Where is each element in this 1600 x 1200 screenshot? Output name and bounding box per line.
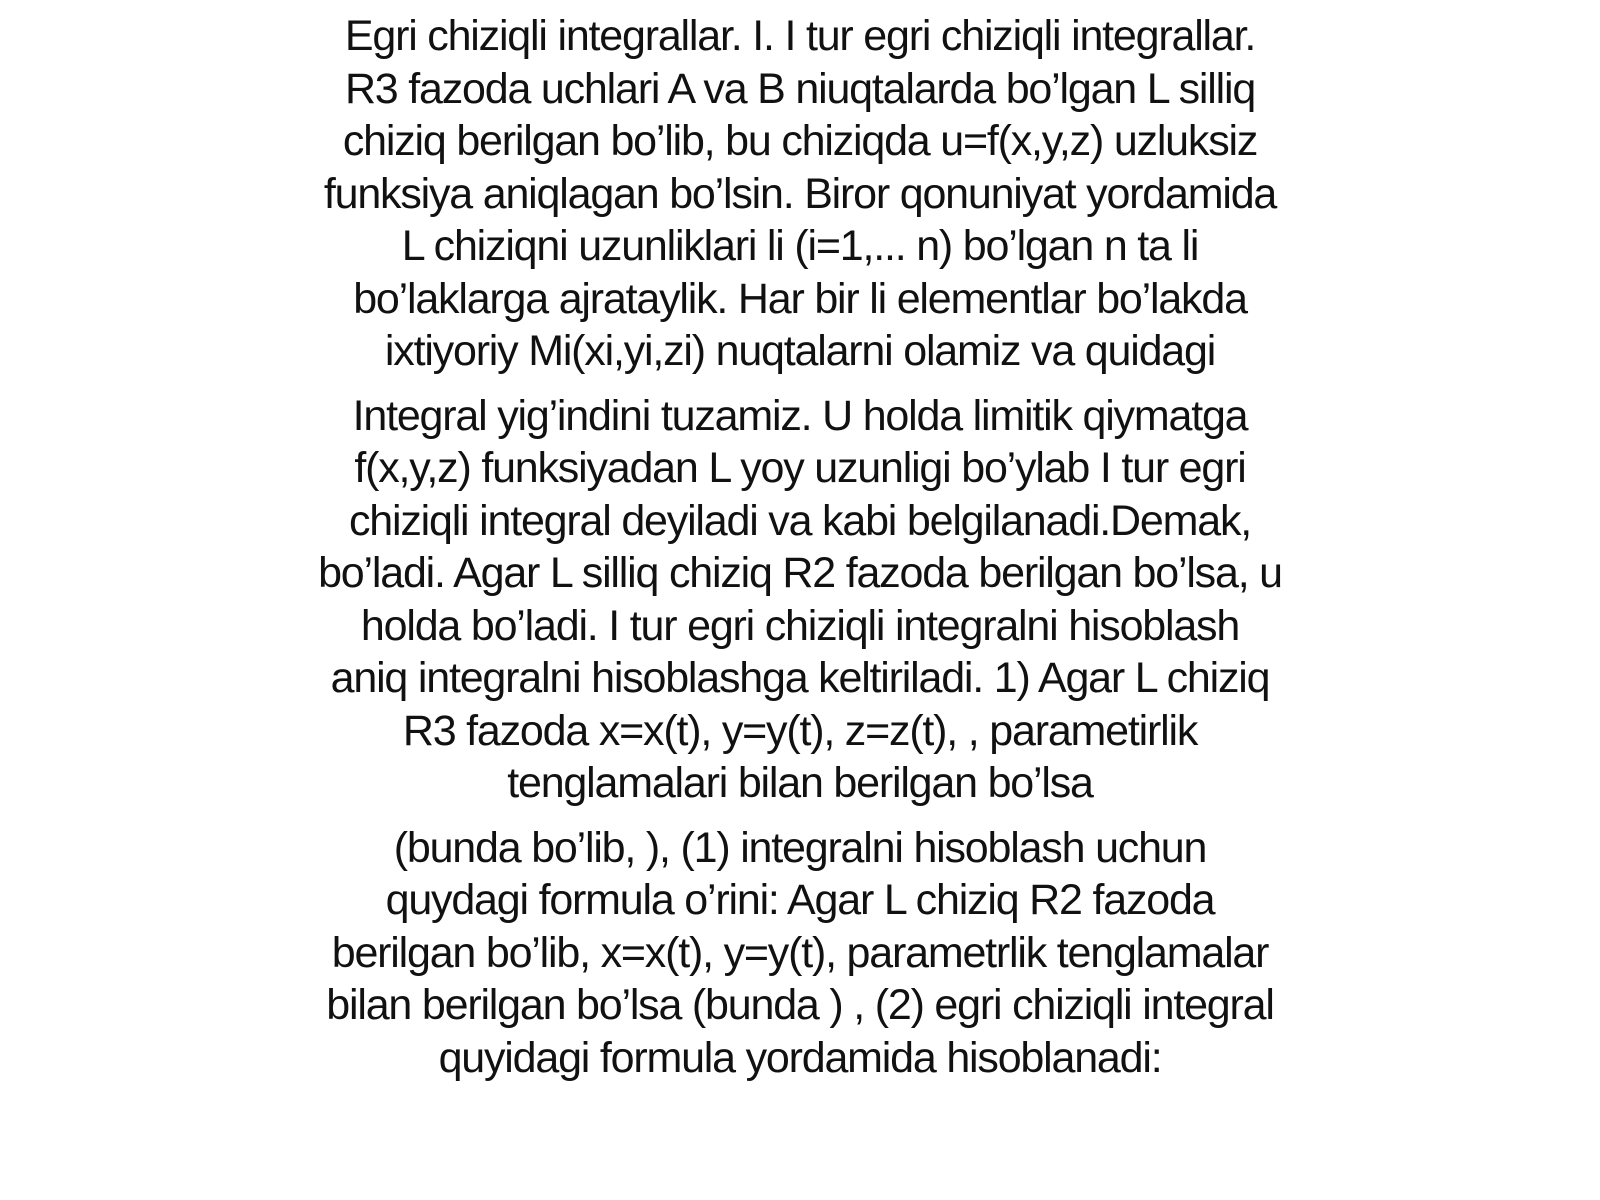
- text-line: chiziq berilgan bo’lib, bu chiziqda u=f(x,y,z) uzluksiz: [342, 117, 1258, 165]
- text-line: bilan berilgan bo’lsa (bunda ) , (2) egri chiziqli integral: [326, 981, 1274, 1029]
- text-line: funksiya aniqlagan bo’lsin. Biror qonuniyat yordamida: [323, 169, 1277, 218]
- paragraph-formula-r2: [200, 822, 1400, 1085]
- text-line: R3 fazoda uchlari A va B niuqtalarda bo’lgan L silliq: [344, 64, 1256, 113]
- paragraph-integral-sum: [200, 390, 1400, 810]
- text-line: f(x,y,z) funksiyadan L yoy uzunligi bo’ylab I tur egri: [354, 444, 1246, 492]
- slide-text-body: [200, 10, 1400, 1084]
- text-line: tenglamalari bilan berilgan bo’lsa: [507, 759, 1093, 807]
- text-line: R3 fazoda x=x(t), y=y(t), z=z(t), , parametirlik: [402, 706, 1198, 755]
- text-line: (bunda bo’lib, ), (1) integralni hisoblash uchun: [393, 823, 1207, 872]
- text-line: quyidagi formula yordamida hisoblanadi:: [438, 1033, 1162, 1082]
- text-line: bo’laklarga ajrataylik. Har bir li elementlar bo’lakda: [353, 274, 1247, 323]
- text-line: aniq integralni hisoblashga keltiriladi. 1) Agar L chiziq: [330, 654, 1270, 702]
- text-line: quydagi formula o’rini: Agar L chiziq R2 fazoda: [385, 876, 1215, 924]
- text-line: ixtiyoriy Mi(xi,yi,zi) nuqtalarni olamiz va quidagi: [384, 327, 1216, 375]
- text-line: Integral yig’indini tuzamiz. U holda limitik qiymatga: [352, 391, 1248, 440]
- text-line: L chiziqni uzunliklari li (i=1,... n) bo’lgan n ta li: [401, 222, 1199, 270]
- text-line: bo’ladi. Agar L silliq chiziq R2 fazoda berilgan bo’lsa, u: [318, 549, 1282, 597]
- text-line: Egri chiziqli integrallar. I. I tur egri chiziqli integrallar.: [344, 12, 1256, 60]
- paragraph-definition: [200, 10, 1400, 378]
- text-line: berilgan bo’lib, x=x(t), y=y(t), parametrlik tenglamalar: [331, 928, 1269, 977]
- text-line: chiziqli integral deyiladi va kabi belgilanadi.Demak,: [348, 496, 1252, 545]
- text-line: holda bo’ladi. I tur egri chiziqli integralni hisoblash: [360, 601, 1240, 650]
